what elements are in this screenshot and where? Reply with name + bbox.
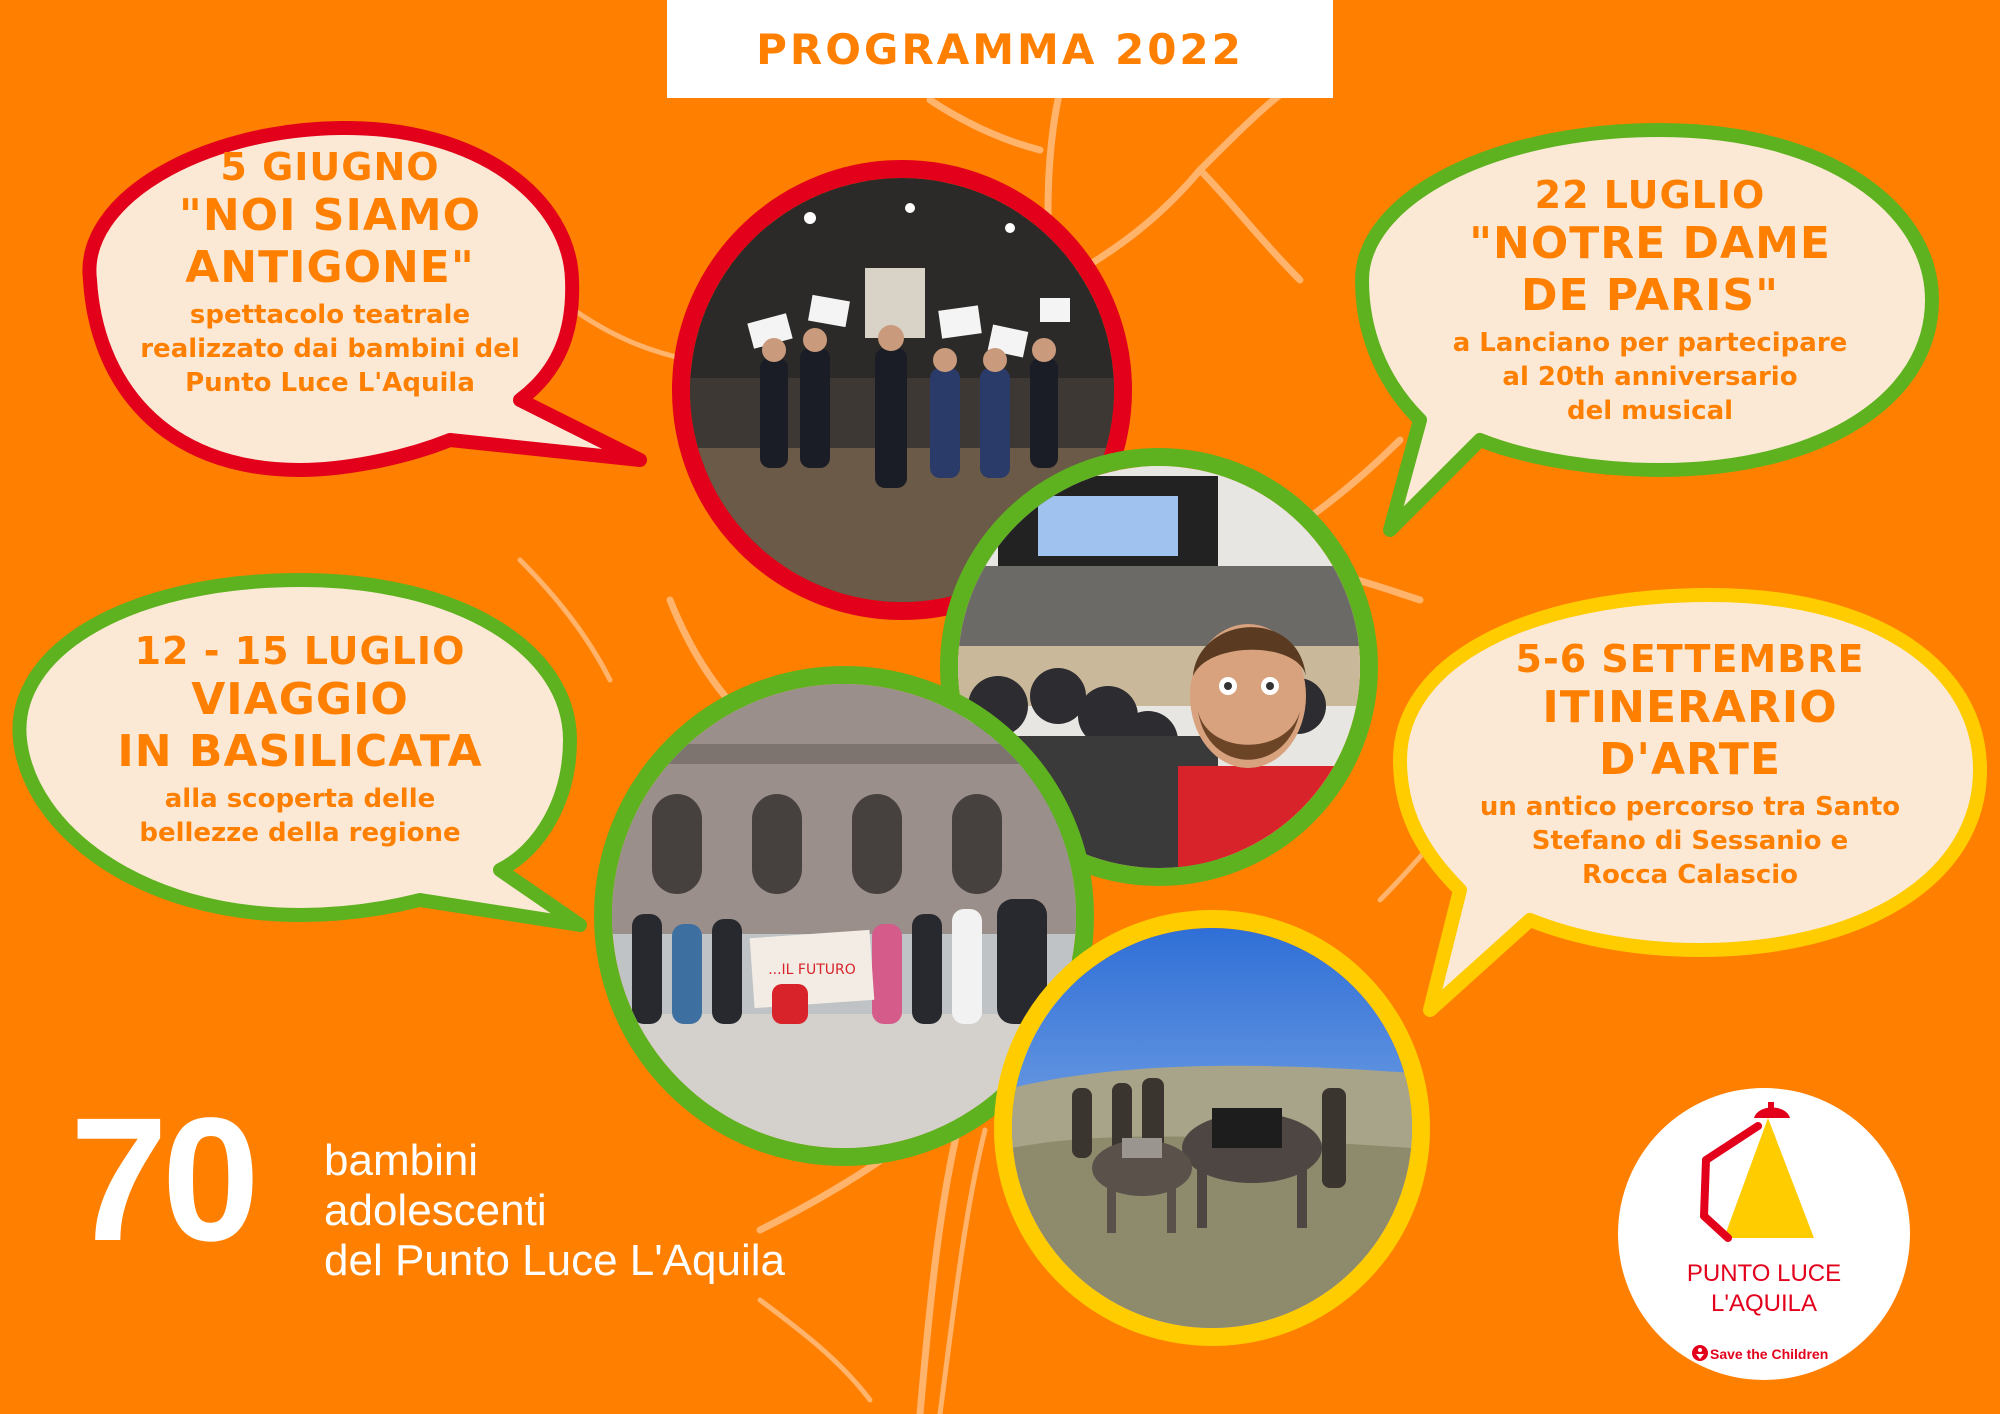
lamp-icon — [1618, 1088, 1910, 1380]
kids-description-line: bambini — [324, 1136, 479, 1185]
event-juni — [110, 144, 550, 400]
event-description-line: al 20th anniversario — [1502, 362, 1798, 392]
event-luglio-22 — [1400, 172, 1900, 428]
event-settembre — [1430, 636, 1950, 892]
event-description-line: spettacolo teatrale — [189, 300, 471, 330]
event-description-line: bellezze della regione — [139, 818, 461, 848]
event-date: 5-6 SETTEMBRE — [1515, 637, 1865, 681]
event-description-line: Rocca Calascio — [1581, 860, 1799, 890]
event-title-line: DE PARIS" — [1520, 270, 1780, 321]
kids-count: 70 — [70, 1082, 254, 1278]
event-luglio-12-15 — [50, 628, 550, 850]
save-the-children-icon — [1692, 1344, 1708, 1362]
event-title-line: D'ARTE — [1598, 734, 1782, 785]
event-date: 5 GIUGNO — [220, 145, 440, 189]
event-description-line: alla scoperta delle — [164, 784, 436, 814]
event-title-line: VIAGGIO — [191, 674, 409, 725]
punto-luce-logo — [1618, 1088, 1910, 1380]
kids-description — [324, 1136, 785, 1286]
mountain-donkeys-photo — [994, 910, 1430, 1346]
page-title: PROGRAMMA 2022 — [756, 24, 1244, 74]
event-description-line: realizzato dai bambini del — [140, 334, 520, 364]
kids-description-line: adolescenti — [324, 1186, 547, 1235]
event-description-line: del musical — [1566, 396, 1734, 426]
event-description-line: a Lanciano per partecipare — [1452, 328, 1848, 358]
event-description-line: Punto Luce L'Aquila — [185, 368, 475, 398]
event-date: 22 LUGLIO — [1534, 173, 1766, 217]
event-title-line: ANTIGONE" — [185, 242, 475, 293]
banner-text: ...IL FUTURO — [768, 962, 856, 978]
event-title-line: "NOI SIAMO — [178, 190, 482, 241]
event-title-line: "NOTRE DAME — [1469, 218, 1831, 269]
event-date: 12 - 15 LUGLIO — [134, 629, 466, 673]
logo-name-line: L'AQUILA — [1711, 1290, 1817, 1317]
event-description-line: un antico percorso tra Santo — [1479, 792, 1901, 822]
kids-description-line: del Punto Luce L'Aquila — [324, 1236, 785, 1285]
logo-org-name: Save the Children — [1710, 1346, 1829, 1362]
event-title-line: IN BASILICATA — [117, 726, 483, 777]
event-description-line: Stefano di Sessanio e — [1531, 826, 1849, 856]
logo-name-line: PUNTO LUCE — [1686, 1260, 1842, 1287]
event-title-line: ITINERARIO — [1542, 682, 1838, 733]
